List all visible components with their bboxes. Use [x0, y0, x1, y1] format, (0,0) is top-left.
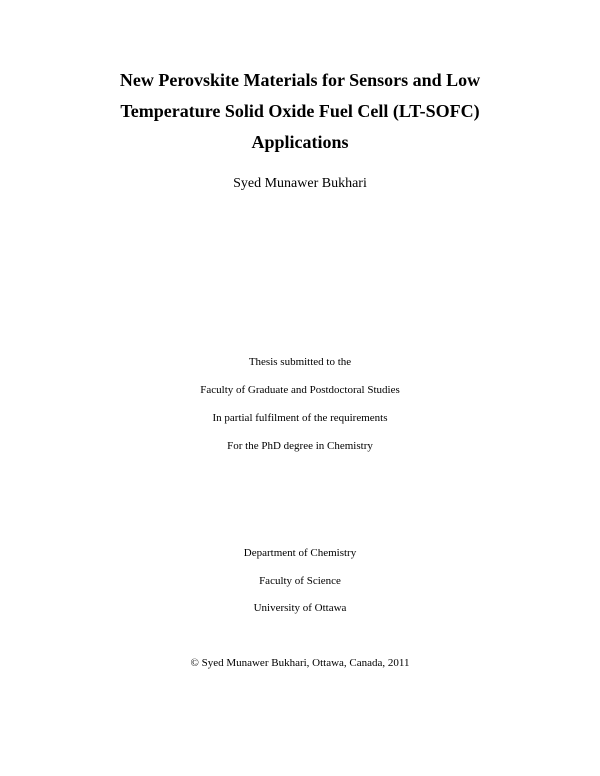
- thesis-title-line-1: New Perovskite Materials for Sensors and Low: [119, 70, 481, 90]
- submission-degree: For the PhD degree in Chemistry: [227, 440, 373, 452]
- copyright-notice: © Syed Munawer Bukhari, Ottawa, Canada, 2011: [190, 657, 410, 669]
- thesis-title-line-2: Temperature Solid Oxide Fuel Cell (LT-SOFC): [120, 101, 480, 121]
- submission-faculty: Faculty of Graduate and Postdoctoral Studies: [200, 384, 400, 396]
- faculty-name: Faculty of Science: [259, 575, 341, 587]
- author-name: Syed Munawer Bukhari: [233, 176, 367, 191]
- submission-statement: Thesis submitted to the: [248, 356, 352, 368]
- thesis-title-line-3: Applications: [251, 132, 349, 152]
- university-name: University of Ottawa: [253, 602, 347, 614]
- submission-requirements: In partial fulfilment of the requirements: [212, 412, 388, 424]
- department-name: Department of Chemistry: [243, 547, 357, 559]
